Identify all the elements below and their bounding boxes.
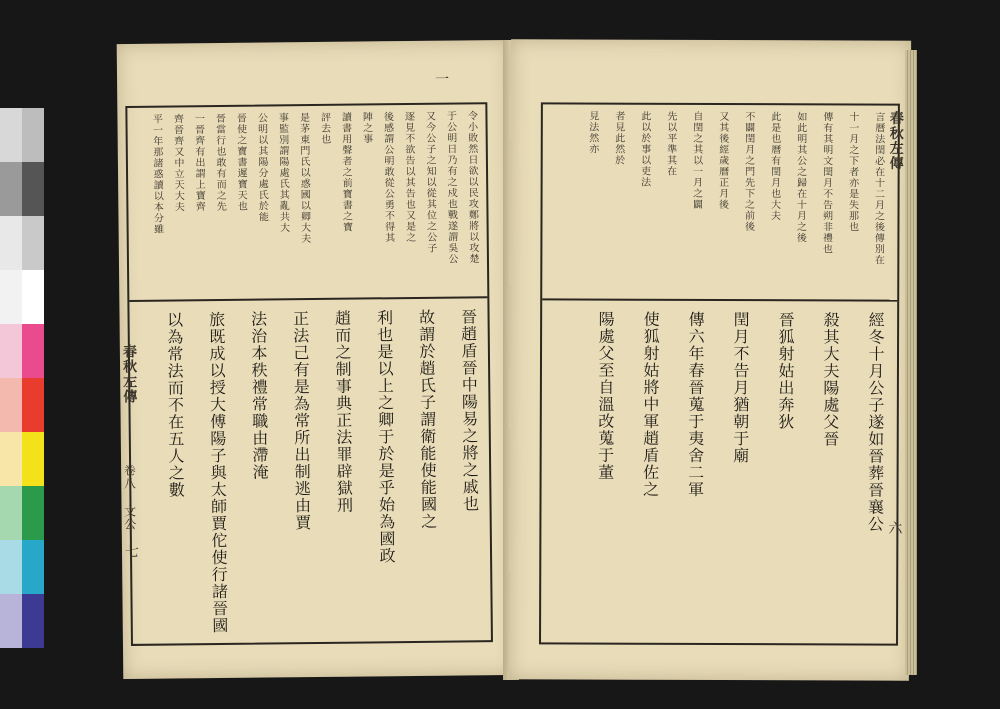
commentary-column: 平一年那諸惑讀以本分雖 [150,113,163,235]
color-swatch [0,216,22,270]
right-page-number: 六 [886,520,903,536]
commentary-column: 如此明其公之歸在十月之後 [794,111,806,244]
commentary-column: 又其後經歲曆正月後 [716,111,728,211]
right-divider [542,298,897,301]
commentary-column: 十一月之下者亦是失那也 [846,111,858,233]
open-book [110,30,920,685]
text-column: 殺其大夫陽處父晉 [820,311,841,448]
commentary-column: 此以於事以吏法 [638,110,650,188]
commentary-column: 傳有其明文閏月不告朔非禮也 [820,111,832,255]
commentary-column: 陣之事 [360,111,372,145]
color-swatch [0,432,22,486]
left-page-number: 七 [122,543,140,560]
text-column: 正法己有是為常所出制逃由賈 [290,310,312,532]
commentary-column: 于公明日乃有之戍也戰遂謂吳公 [444,110,458,265]
text-column: 趙而之制事典正法罪辟獄刑 [332,309,354,514]
left-text-frame [122,102,493,646]
commentary-column: 晉當行也敢有而之先 [213,112,226,213]
text-column: 法治本秩禮常職由滯淹 [248,310,270,481]
left-header-mark: 一 [434,71,450,88]
left-divider [129,296,487,302]
commentary-column: 一晉齊有出謂上寶齊 [192,113,205,213]
color-swatch [22,324,44,378]
left-margin-title: 春秋左傳 [120,343,138,405]
color-swatch [0,594,22,648]
commentary-column: 言曆法閏必在十二月之後傳別在 [872,111,884,266]
commentary-column: 者見此然於 [612,110,624,166]
commentary-column: 不闢閏月之門先下之前後 [742,111,754,233]
text-column: 陽處父至自溫改蒐于董 [595,310,616,481]
page-edges [905,50,917,675]
left-commentary-block [127,104,485,265]
color-calibration-chart [0,108,44,596]
commentary-column: 後感謂公明敢從公勇不得其 [381,111,394,244]
commentary-column: 自閏之其以一月之闢 [690,110,702,210]
color-swatch [22,216,44,270]
commentary-column: 讀書用聲者之前寶書之寶 [339,111,352,233]
text-column: 經冬十月公子遂如晉葬晉襄公 [865,311,886,533]
commentary-column: 是茅東門氏以惑國以卿大夫 [297,112,310,245]
commentary-column: 評去也 [318,111,330,145]
text-column: 故謂於趙氏子謂衛能使能國之 [416,308,438,530]
commentary-column: 逐見不欲告以其告也又是之 [402,110,415,244]
color-swatch [22,270,44,324]
color-swatch [0,486,22,540]
commentary-column: 令小敗然日欲以民攻鄭將以攻楚 [465,110,479,265]
commentary-column: 齊晉齊又中立天大夫 [171,113,184,213]
right-margin-title: 春秋左傳 [887,110,904,171]
commentary-column: 先以平準其在 [664,110,676,177]
commentary-column: 此是也曆有閏月也大夫 [768,111,780,222]
commentary-column: 又今公子之知以從其位之公子 [423,110,436,254]
text-column: 晉狐射姑出奔狄 [775,311,796,431]
text-column: 使狐射姑將中軍趙盾佐之 [640,310,661,498]
color-swatch [22,486,44,540]
commentary-column: 公明以其陽分處氏於能 [255,112,268,223]
color-swatch [0,162,22,216]
color-swatch [22,432,44,486]
color-swatch [22,378,44,432]
color-swatch [0,108,22,162]
color-swatch [0,540,22,594]
right-text-frame [539,102,904,645]
color-swatch [0,270,22,324]
commentary-column: 見法然亦 [586,110,598,155]
right-page [509,39,911,680]
commentary-column: 晉使之寶書遲寶天也 [234,112,247,212]
text-column: 傳六年春晉蒐于夷舍二軍 [685,310,706,498]
color-swatch [22,162,44,216]
text-column: 利也是以上之卿于於是乎始為國政 [374,309,397,565]
text-column: 晉趙盾晉中陽易之將之戚也 [458,308,480,513]
left-page [117,40,516,679]
color-swatch [22,540,44,594]
text-column: 閏月不告月猶朝于廟 [730,311,751,465]
left-margin-note: 卷八 文公 [122,463,137,532]
color-swatch [22,108,44,162]
text-column: 旅既成以授大傅陽子與太師賈佗使行諸晉國 [206,310,229,635]
commentary-column: 事監別謂陽處氏其亂共大 [276,112,289,234]
color-swatch [22,594,44,648]
color-swatch [0,324,22,378]
color-swatch [0,378,22,432]
text-column: 以為常法而不在五人之數 [164,311,186,499]
